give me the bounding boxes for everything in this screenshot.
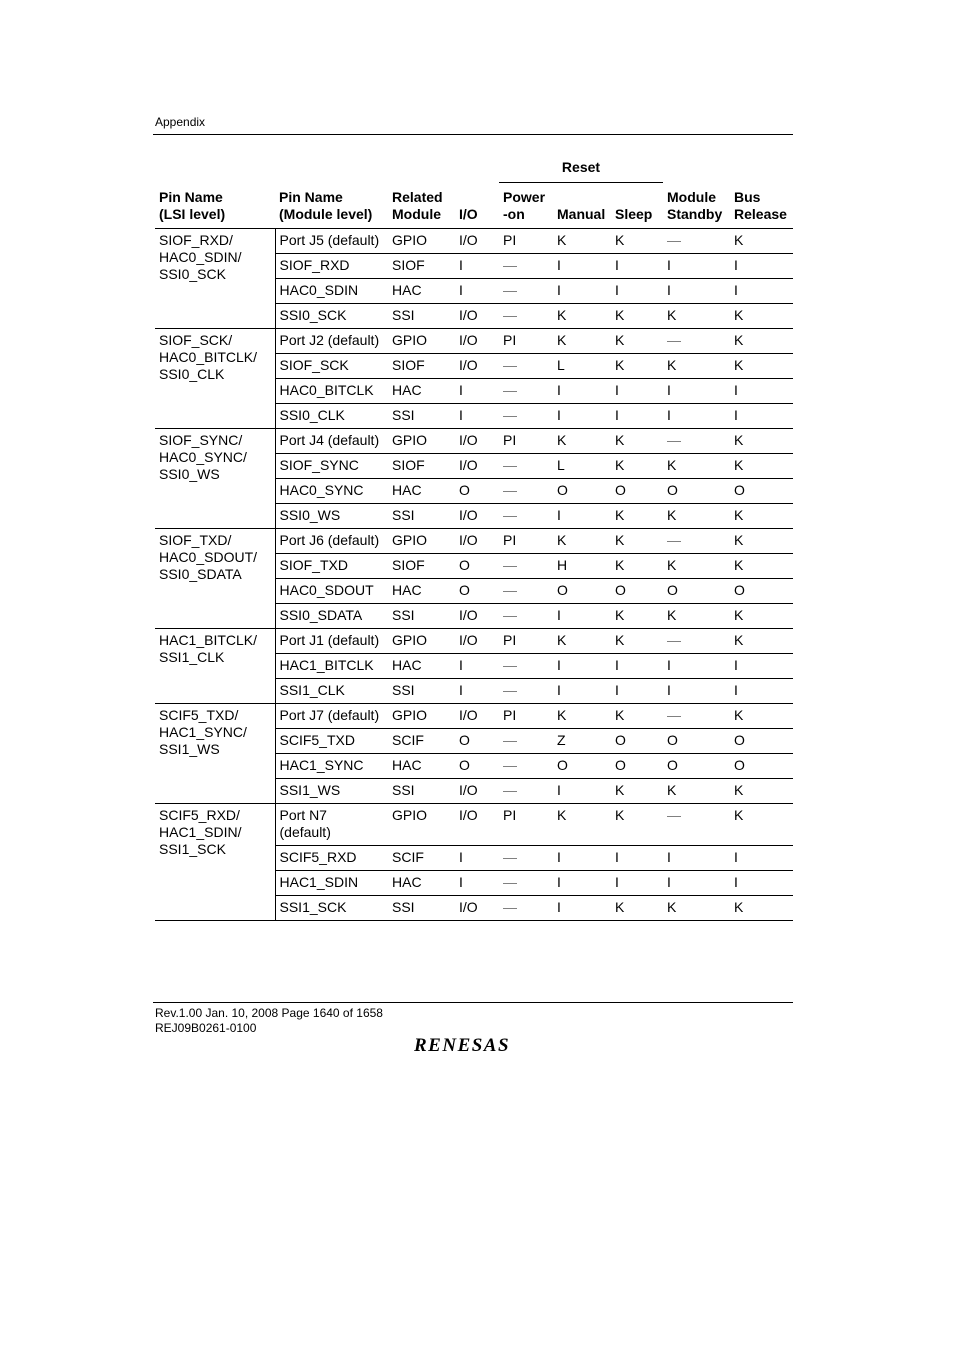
cell-pin-module: Port J6 (default) bbox=[275, 529, 388, 554]
cell-bus-release: O bbox=[730, 754, 793, 779]
cell-sleep: K bbox=[611, 504, 663, 529]
cell-bus-release: I bbox=[730, 379, 793, 404]
footer-doc-number: REJ09B0261-0100 bbox=[155, 1021, 257, 1035]
cell-sleep: O bbox=[611, 729, 663, 754]
cell-manual: I bbox=[553, 654, 611, 679]
cell-sleep: I bbox=[611, 871, 663, 896]
cell-power-on: — bbox=[499, 896, 553, 921]
cell-manual: I bbox=[553, 846, 611, 871]
cell-bus-release: K bbox=[730, 779, 793, 804]
cell-pin-module: SSI0_WS bbox=[275, 504, 388, 529]
cell-pin-module: HAC0_SDIN bbox=[275, 279, 388, 304]
header-spacer bbox=[155, 156, 499, 189]
cell-pin-module: SSI0_SDATA bbox=[275, 604, 388, 629]
cell-power-on: PI bbox=[499, 229, 553, 254]
cell-module-standby: I bbox=[663, 279, 730, 304]
cell-module-standby: — bbox=[663, 804, 730, 846]
cell-related-module: SSI bbox=[388, 304, 455, 329]
cell-module-standby: O bbox=[663, 479, 730, 504]
cell-power-on: — bbox=[499, 871, 553, 896]
footer-text bbox=[155, 1006, 383, 1036]
pin-state-table bbox=[155, 156, 793, 921]
cell-related-module: HAC bbox=[388, 654, 455, 679]
cell-bus-release: I bbox=[730, 404, 793, 429]
cell-sleep: K bbox=[611, 704, 663, 729]
cell-power-on: — bbox=[499, 554, 553, 579]
table-row bbox=[155, 804, 793, 846]
cell-manual: K bbox=[553, 629, 611, 654]
cell-related-module: SSI bbox=[388, 779, 455, 804]
cell-manual: K bbox=[553, 304, 611, 329]
cell-bus-release: K bbox=[730, 329, 793, 354]
cell-io: I/O bbox=[455, 304, 499, 329]
footer-revision: Rev.1.00 Jan. 10, 2008 Page 1640 of 1658 bbox=[155, 1006, 383, 1020]
cell-sleep: O bbox=[611, 579, 663, 604]
cell-pin-module: HAC1_BITCLK bbox=[275, 654, 388, 679]
cell-pin-module: SSI1_SCK bbox=[275, 896, 388, 921]
col-pin-module: Pin Name (Module level) bbox=[275, 189, 388, 229]
cell-sleep: K bbox=[611, 779, 663, 804]
cell-manual: I bbox=[553, 504, 611, 529]
cell-manual: I bbox=[553, 379, 611, 404]
cell-pin-lsi: SIOF_SCK/ HAC0_BITCLK/ SSI0_CLK bbox=[155, 329, 275, 429]
cell-sleep: I bbox=[611, 654, 663, 679]
cell-module-standby: K bbox=[663, 354, 730, 379]
cell-power-on: PI bbox=[499, 804, 553, 846]
header-spacer-right bbox=[663, 156, 793, 189]
cell-io: I/O bbox=[455, 629, 499, 654]
cell-pin-module: Port J5 (default) bbox=[275, 229, 388, 254]
cell-power-on: — bbox=[499, 304, 553, 329]
cell-related-module: GPIO bbox=[388, 804, 455, 846]
cell-bus-release: I bbox=[730, 654, 793, 679]
cell-bus-release: K bbox=[730, 804, 793, 846]
cell-power-on: PI bbox=[499, 629, 553, 654]
table-header-group-row bbox=[155, 156, 793, 189]
cell-power-on: PI bbox=[499, 529, 553, 554]
cell-bus-release: K bbox=[730, 454, 793, 479]
cell-related-module: SIOF bbox=[388, 454, 455, 479]
cell-bus-release: K bbox=[730, 429, 793, 454]
col-power-on: Power -on bbox=[499, 189, 553, 229]
cell-module-standby: O bbox=[663, 754, 730, 779]
cell-bus-release: I bbox=[730, 679, 793, 704]
cell-sleep: K bbox=[611, 896, 663, 921]
cell-power-on: — bbox=[499, 504, 553, 529]
cell-module-standby: — bbox=[663, 329, 730, 354]
cell-related-module: GPIO bbox=[388, 704, 455, 729]
cell-sleep: K bbox=[611, 604, 663, 629]
cell-sleep: I bbox=[611, 379, 663, 404]
cell-power-on: — bbox=[499, 729, 553, 754]
cell-related-module: SIOF bbox=[388, 354, 455, 379]
cell-pin-module: SIOF_RXD bbox=[275, 254, 388, 279]
cell-related-module: SSI bbox=[388, 679, 455, 704]
cell-pin-module: Port J2 (default) bbox=[275, 329, 388, 354]
cell-pin-module: Port J1 (default) bbox=[275, 629, 388, 654]
cell-module-standby: I bbox=[663, 379, 730, 404]
cell-module-standby: K bbox=[663, 896, 730, 921]
cell-related-module: SCIF bbox=[388, 729, 455, 754]
cell-related-module: SSI bbox=[388, 604, 455, 629]
renesas-logo bbox=[414, 1034, 534, 1061]
cell-pin-module: SSI1_WS bbox=[275, 779, 388, 804]
cell-io: I/O bbox=[455, 354, 499, 379]
col-module-standby: Module Standby bbox=[663, 189, 730, 229]
cell-power-on: PI bbox=[499, 429, 553, 454]
cell-power-on: — bbox=[499, 679, 553, 704]
cell-io: I/O bbox=[455, 529, 499, 554]
cell-module-standby: I bbox=[663, 254, 730, 279]
cell-power-on: — bbox=[499, 404, 553, 429]
cell-sleep: I bbox=[611, 404, 663, 429]
cell-io: I bbox=[455, 279, 499, 304]
cell-bus-release: I bbox=[730, 254, 793, 279]
cell-related-module: SCIF bbox=[388, 846, 455, 871]
cell-module-standby: — bbox=[663, 704, 730, 729]
cell-manual: L bbox=[553, 454, 611, 479]
cell-bus-release: K bbox=[730, 896, 793, 921]
cell-pin-lsi: SIOF_SYNC/ HAC0_SYNC/ SSI0_WS bbox=[155, 429, 275, 529]
cell-manual: K bbox=[553, 229, 611, 254]
cell-power-on: — bbox=[499, 279, 553, 304]
cell-related-module: SSI bbox=[388, 896, 455, 921]
reset-group-header bbox=[499, 156, 663, 189]
cell-module-standby: K bbox=[663, 304, 730, 329]
col-manual: Manual bbox=[553, 189, 611, 229]
col-sleep: Sleep bbox=[611, 189, 663, 229]
cell-sleep: K bbox=[611, 529, 663, 554]
cell-io: I/O bbox=[455, 704, 499, 729]
renesas-logo-text: RENESAS bbox=[414, 1035, 511, 1056]
cell-pin-module: Port J4 (default) bbox=[275, 429, 388, 454]
cell-module-standby: I bbox=[663, 679, 730, 704]
cell-module-standby: I bbox=[663, 871, 730, 896]
cell-pin-module: HAC0_SYNC bbox=[275, 479, 388, 504]
cell-related-module: HAC bbox=[388, 479, 455, 504]
cell-related-module: GPIO bbox=[388, 529, 455, 554]
cell-pin-module: HAC1_SYNC bbox=[275, 754, 388, 779]
header-divider bbox=[153, 134, 793, 135]
cell-pin-module: SCIF5_TXD bbox=[275, 729, 388, 754]
cell-pin-module: SSI0_CLK bbox=[275, 404, 388, 429]
cell-related-module: SSI bbox=[388, 504, 455, 529]
cell-io: I bbox=[455, 254, 499, 279]
cell-related-module: HAC bbox=[388, 579, 455, 604]
cell-power-on: — bbox=[499, 454, 553, 479]
cell-power-on: — bbox=[499, 654, 553, 679]
cell-module-standby: K bbox=[663, 454, 730, 479]
cell-io: I/O bbox=[455, 779, 499, 804]
cell-module-standby: O bbox=[663, 579, 730, 604]
cell-sleep: I bbox=[611, 254, 663, 279]
col-related-module: Related Module bbox=[388, 189, 455, 229]
cell-pin-lsi: SCIF5_RXD/ HAC1_SDIN/ SSI1_SCK bbox=[155, 804, 275, 921]
cell-manual: O bbox=[553, 754, 611, 779]
cell-related-module: HAC bbox=[388, 871, 455, 896]
cell-manual: I bbox=[553, 779, 611, 804]
cell-pin-module: SIOF_SCK bbox=[275, 354, 388, 379]
cell-related-module: SIOF bbox=[388, 254, 455, 279]
cell-io: I bbox=[455, 846, 499, 871]
cell-bus-release: K bbox=[730, 229, 793, 254]
cell-bus-release: K bbox=[730, 554, 793, 579]
table-row bbox=[155, 329, 793, 354]
cell-bus-release: O bbox=[730, 479, 793, 504]
cell-bus-release: K bbox=[730, 704, 793, 729]
cell-bus-release: K bbox=[730, 304, 793, 329]
cell-manual: H bbox=[553, 554, 611, 579]
cell-power-on: — bbox=[499, 579, 553, 604]
cell-io: I/O bbox=[455, 804, 499, 846]
cell-io: I/O bbox=[455, 896, 499, 921]
cell-io: I/O bbox=[455, 429, 499, 454]
cell-sleep: K bbox=[611, 629, 663, 654]
cell-manual: K bbox=[553, 429, 611, 454]
cell-io: I/O bbox=[455, 454, 499, 479]
cell-manual: K bbox=[553, 329, 611, 354]
cell-sleep: I bbox=[611, 279, 663, 304]
cell-related-module: GPIO bbox=[388, 629, 455, 654]
cell-pin-lsi: SIOF_TXD/ HAC0_SDOUT/ SSI0_SDATA bbox=[155, 529, 275, 629]
cell-io: O bbox=[455, 729, 499, 754]
cell-manual: I bbox=[553, 279, 611, 304]
cell-io: O bbox=[455, 579, 499, 604]
cell-manual: I bbox=[553, 254, 611, 279]
cell-related-module: SIOF bbox=[388, 554, 455, 579]
cell-bus-release: K bbox=[730, 529, 793, 554]
cell-sleep: I bbox=[611, 679, 663, 704]
cell-module-standby: I bbox=[663, 846, 730, 871]
cell-pin-module: HAC0_SDOUT bbox=[275, 579, 388, 604]
section-label: Appendix bbox=[155, 115, 206, 129]
cell-io: I bbox=[455, 679, 499, 704]
cell-sleep: K bbox=[611, 304, 663, 329]
cell-sleep: K bbox=[611, 354, 663, 379]
cell-bus-release: K bbox=[730, 354, 793, 379]
cell-power-on: — bbox=[499, 846, 553, 871]
cell-bus-release: K bbox=[730, 604, 793, 629]
col-pin-lsi: Pin Name (LSI level) bbox=[155, 189, 275, 229]
cell-bus-release: O bbox=[730, 579, 793, 604]
cell-io: I bbox=[455, 404, 499, 429]
table-row bbox=[155, 229, 793, 254]
cell-power-on: — bbox=[499, 754, 553, 779]
cell-related-module: GPIO bbox=[388, 329, 455, 354]
cell-power-on: — bbox=[499, 354, 553, 379]
cell-bus-release: I bbox=[730, 871, 793, 896]
cell-power-on: — bbox=[499, 604, 553, 629]
table-row bbox=[155, 629, 793, 654]
cell-module-standby: — bbox=[663, 629, 730, 654]
cell-module-standby: — bbox=[663, 229, 730, 254]
cell-module-standby: I bbox=[663, 654, 730, 679]
table-row bbox=[155, 704, 793, 729]
cell-manual: I bbox=[553, 679, 611, 704]
table-row bbox=[155, 429, 793, 454]
cell-manual: I bbox=[553, 871, 611, 896]
cell-module-standby: K bbox=[663, 554, 730, 579]
cell-manual: O bbox=[553, 579, 611, 604]
renesas-logo-mark bbox=[414, 1034, 534, 1056]
cell-pin-module: HAC1_SDIN bbox=[275, 871, 388, 896]
cell-manual: O bbox=[553, 479, 611, 504]
cell-io: I bbox=[455, 871, 499, 896]
cell-power-on: — bbox=[499, 254, 553, 279]
cell-io: I/O bbox=[455, 504, 499, 529]
cell-sleep: O bbox=[611, 479, 663, 504]
cell-module-standby: K bbox=[663, 604, 730, 629]
cell-manual: K bbox=[553, 704, 611, 729]
cell-sleep: K bbox=[611, 229, 663, 254]
cell-manual: I bbox=[553, 404, 611, 429]
cell-sleep: K bbox=[611, 454, 663, 479]
cell-io: O bbox=[455, 754, 499, 779]
table-header-row bbox=[155, 189, 793, 229]
cell-manual: K bbox=[553, 529, 611, 554]
footer-divider bbox=[153, 1002, 793, 1003]
cell-related-module: GPIO bbox=[388, 229, 455, 254]
cell-power-on: — bbox=[499, 779, 553, 804]
cell-bus-release: I bbox=[730, 846, 793, 871]
cell-module-standby: K bbox=[663, 779, 730, 804]
cell-bus-release: I bbox=[730, 279, 793, 304]
cell-module-standby: — bbox=[663, 529, 730, 554]
cell-io: I bbox=[455, 379, 499, 404]
cell-power-on: — bbox=[499, 379, 553, 404]
cell-pin-module: SIOF_TXD bbox=[275, 554, 388, 579]
cell-io: I/O bbox=[455, 604, 499, 629]
cell-related-module: GPIO bbox=[388, 429, 455, 454]
cell-sleep: K bbox=[611, 554, 663, 579]
cell-manual: L bbox=[553, 354, 611, 379]
cell-pin-lsi: SIOF_RXD/ HAC0_SDIN/ SSI0_SCK bbox=[155, 229, 275, 329]
cell-module-standby: I bbox=[663, 404, 730, 429]
cell-sleep: K bbox=[611, 329, 663, 354]
cell-io: I/O bbox=[455, 329, 499, 354]
table-row bbox=[155, 529, 793, 554]
cell-module-standby: — bbox=[663, 429, 730, 454]
cell-pin-lsi: SCIF5_TXD/ HAC1_SYNC/ SSI1_WS bbox=[155, 704, 275, 804]
cell-bus-release: K bbox=[730, 504, 793, 529]
cell-manual: K bbox=[553, 804, 611, 846]
cell-manual: Z bbox=[553, 729, 611, 754]
cell-pin-lsi: HAC1_BITCLK/ SSI1_CLK bbox=[155, 629, 275, 704]
cell-power-on: PI bbox=[499, 329, 553, 354]
cell-pin-module: SSI1_CLK bbox=[275, 679, 388, 704]
cell-sleep: I bbox=[611, 846, 663, 871]
cell-related-module: SSI bbox=[388, 404, 455, 429]
cell-io: O bbox=[455, 554, 499, 579]
cell-sleep: K bbox=[611, 429, 663, 454]
cell-pin-module: SIOF_SYNC bbox=[275, 454, 388, 479]
cell-power-on: PI bbox=[499, 704, 553, 729]
cell-related-module: HAC bbox=[388, 754, 455, 779]
cell-pin-module: HAC0_BITCLK bbox=[275, 379, 388, 404]
cell-bus-release: K bbox=[730, 629, 793, 654]
cell-related-module: HAC bbox=[388, 379, 455, 404]
cell-sleep: K bbox=[611, 804, 663, 846]
cell-pin-module: Port N7 (default) bbox=[275, 804, 388, 846]
cell-bus-release: O bbox=[730, 729, 793, 754]
cell-manual: I bbox=[553, 604, 611, 629]
cell-pin-module: SCIF5_RXD bbox=[275, 846, 388, 871]
cell-pin-module: Port J7 (default) bbox=[275, 704, 388, 729]
cell-pin-module: SSI0_SCK bbox=[275, 304, 388, 329]
cell-io: I/O bbox=[455, 229, 499, 254]
cell-sleep: O bbox=[611, 754, 663, 779]
table-body bbox=[155, 229, 793, 921]
cell-manual: I bbox=[553, 896, 611, 921]
cell-io: O bbox=[455, 479, 499, 504]
col-io: I/O bbox=[455, 189, 499, 229]
cell-power-on: — bbox=[499, 479, 553, 504]
cell-module-standby: K bbox=[663, 504, 730, 529]
cell-related-module: HAC bbox=[388, 279, 455, 304]
cell-module-standby: O bbox=[663, 729, 730, 754]
col-bus-release: Bus Release bbox=[730, 189, 793, 229]
reset-label: Reset bbox=[499, 159, 663, 183]
cell-io: I bbox=[455, 654, 499, 679]
